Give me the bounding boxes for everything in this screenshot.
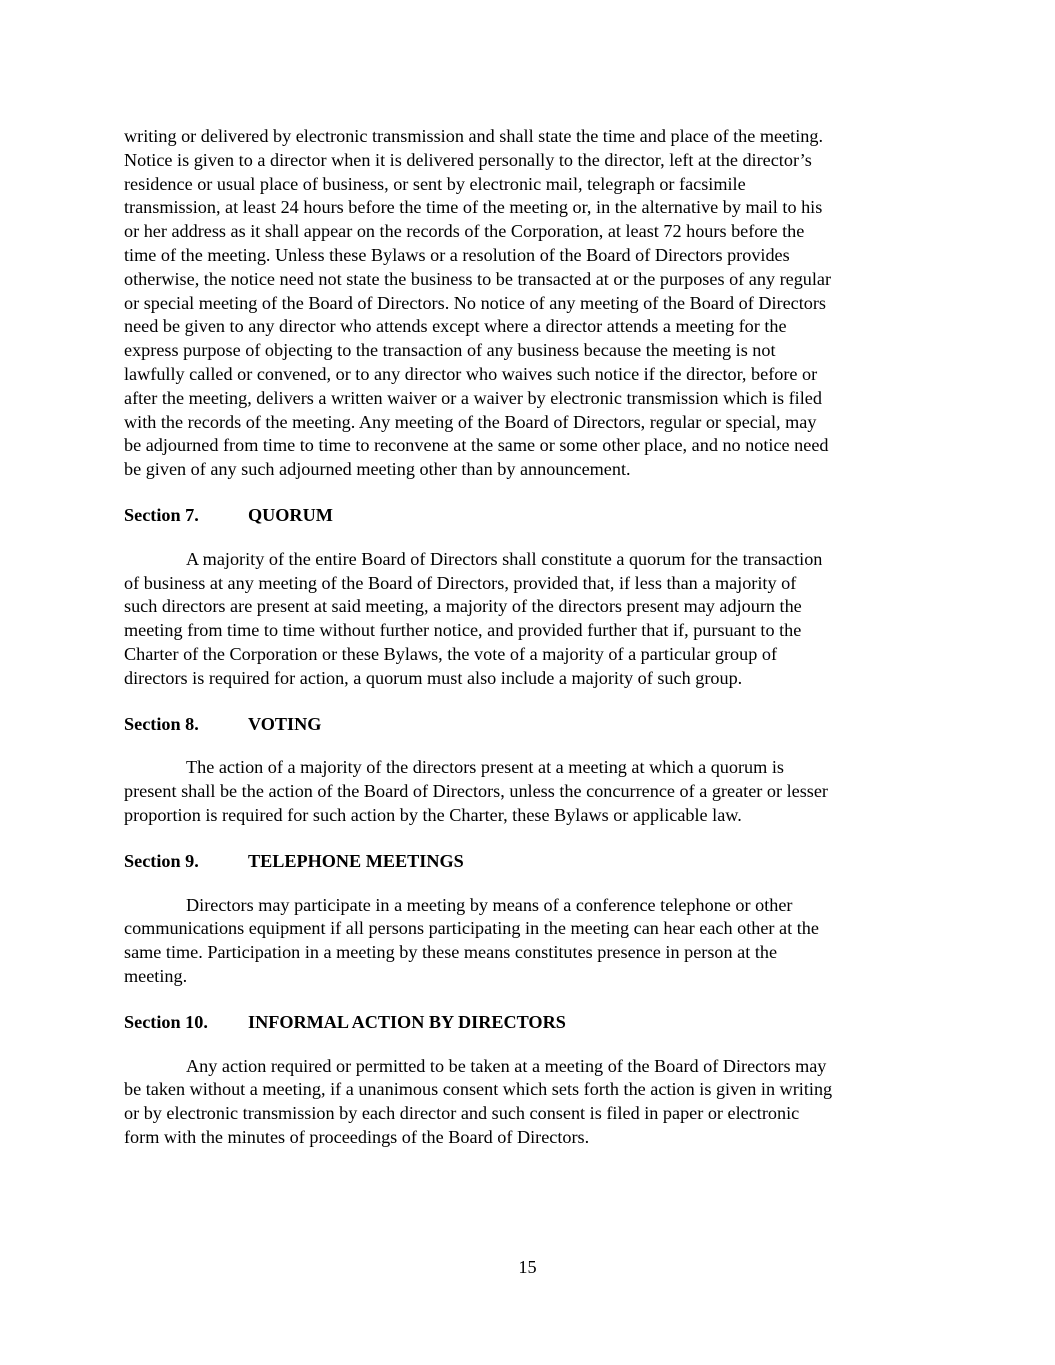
paragraph-line: of business at any meeting of the Board of Directors, provided that, if less than a majority of	[124, 572, 797, 593]
section-paragraph	[124, 756, 934, 827]
section-title: INFORMAL ACTION BY DIRECTORS	[248, 1011, 566, 1032]
paragraph-line: meeting.	[124, 965, 188, 986]
intro-line: transmission, at least 24 hours before the time of the meeting or, in the alternative by mail to his	[124, 197, 823, 218]
intro-line: time of the meeting. Unless these Bylaws or a resolution of the Board of Directors provides	[124, 244, 790, 265]
paragraph-line: communications equipment if all persons participating in the meeting can hear each other at the	[124, 918, 819, 939]
section-title: TELEPHONE MEETINGS	[248, 850, 464, 871]
intro-line: with the records of the meeting. Any meeting of the Board of Directors, regular or special, may	[124, 411, 817, 432]
intro-line: lawfully called or convened, or to any director who waives such notice if the director, before or	[124, 363, 818, 384]
intro-line: be given of any such adjourned meeting other than by announcement.	[124, 459, 631, 480]
intro-line: Notice is given to a director when it is delivered personally to the director, left at the director’s	[124, 149, 812, 170]
section-number: Section 9.	[124, 850, 199, 871]
intro-paragraph	[124, 125, 934, 482]
intro-line: express purpose of objecting to the transaction of any business because the meeting is not	[124, 340, 776, 361]
intro-line: or her address as it shall appear on the records of the Corporation, at least 72 hours before the	[124, 221, 805, 242]
intro-line: need be given to any director who attends except where a director attends a meeting for the	[124, 316, 787, 337]
section-number: Section 8.	[124, 713, 199, 734]
section-number: Section 10.	[124, 1011, 208, 1032]
paragraph-line: Directors may participate in a meeting by means of a conference telephone or other	[186, 894, 793, 915]
section-number: Section 7.	[124, 504, 199, 525]
paragraph-line: form with the minutes of proceedings of the Board of Directors.	[124, 1126, 590, 1147]
section-paragraph	[124, 894, 934, 989]
section-heading	[124, 504, 934, 528]
section-heading	[124, 713, 934, 737]
intro-line: or special meeting of the Board of Directors. No notice of any meeting of the Board of Directors	[124, 292, 827, 313]
section-heading	[124, 1011, 934, 1035]
paragraph-line: A majority of the entire Board of Directors shall constitute a quorum for the transaction	[186, 548, 823, 569]
paragraph-line: proportion is required for such action by the Charter, these Bylaws or applicable law.	[124, 804, 742, 825]
paragraph-line: meeting from time to time without further notice, and provided further that if, pursuant to the	[124, 620, 802, 641]
intro-line: be adjourned from time to time to reconvene at the same or some other place, and no notice need	[124, 435, 829, 456]
intro-line: residence or usual place of business, or sent by electronic mail, telegraph or facsimile	[124, 173, 746, 194]
paragraph-line: be taken without a meeting, if a unanimous consent which sets forth the action is given in writing	[124, 1079, 833, 1100]
page-number: 15	[518, 1257, 537, 1277]
paragraph-line: Any action required or permitted to be taken at a meeting of the Board of Directors may	[186, 1055, 827, 1076]
paragraph-line: directors is required for action, a quorum must also include a majority of such group.	[124, 667, 743, 688]
sections-container	[124, 482, 934, 1150]
intro-line: otherwise, the notice need not state the business to be transacted at or the purposes of any regular	[124, 268, 832, 289]
section-heading	[124, 850, 934, 874]
paragraph-line: present shall be the action of the Board of Directors, unless the concurrence of a greater or lesser	[124, 781, 828, 802]
paragraph-line: same time. Participation in a meeting by these means constitutes presence in person at the	[124, 942, 778, 963]
section-title: QUORUM	[248, 504, 333, 525]
paragraph-line: or by electronic transmission by each director and such consent is filed in paper or electronic	[124, 1103, 800, 1124]
paragraph-line: Charter of the Corporation or these Bylaws, the vote of a majority of a particular group of	[124, 643, 778, 664]
section-paragraph	[124, 548, 934, 691]
intro-line: after the meeting, delivers a written waiver or a waiver by electronic transmission which is filed	[124, 387, 822, 408]
document-body	[124, 125, 934, 1150]
paragraph-line: such directors are present at said meeting, a majority of the directors present may adjourn the	[124, 596, 802, 617]
section-title: VOTING	[248, 713, 322, 734]
intro-line: writing or delivered by electronic transmission and shall state the time and place of the meeting.	[124, 126, 823, 146]
paragraph-line: The action of a majority of the directors present at a meeting at which a quorum is	[186, 757, 784, 778]
section-paragraph	[124, 1055, 934, 1150]
